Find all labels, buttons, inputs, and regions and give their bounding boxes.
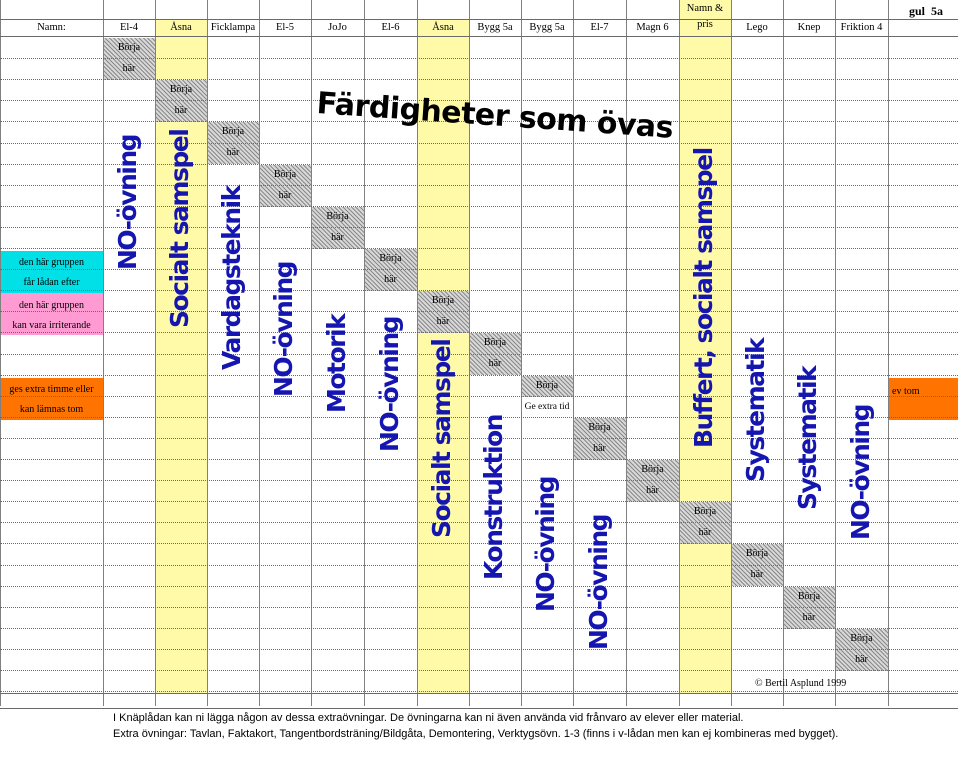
pink-note-line-2: kan vara irriterande bbox=[12, 320, 91, 331]
orange-note-line-2: kan lämnas tom bbox=[19, 404, 84, 415]
skill-label: NO-övning bbox=[846, 404, 875, 540]
grid-vline bbox=[103, 0, 104, 706]
sheet-label: gul 5a bbox=[908, 4, 943, 18]
grid-row-line bbox=[0, 185, 958, 186]
grid-vline bbox=[679, 0, 680, 706]
grid-row-line bbox=[0, 143, 958, 144]
grid-row-line bbox=[0, 670, 958, 671]
name-header: Namn: bbox=[37, 22, 66, 33]
skill-label: Systematik bbox=[741, 338, 770, 482]
column-header: Friktion 4 bbox=[840, 22, 883, 33]
grid-vline bbox=[835, 0, 836, 706]
right-note: ev tom bbox=[892, 386, 920, 397]
column-header: Namn & pris bbox=[686, 3, 724, 30]
start-label-word: Börja bbox=[169, 84, 193, 95]
start-label-word: här bbox=[174, 105, 188, 116]
footer-line-2: Extra övningar: Tavlan, Faktakort, Tangentbordsträning/Bildgåta, Demontering, Verktygsövn. 1-3 (finns i v-lådan men kan ej kombineras med bygget). bbox=[113, 728, 839, 740]
grid-row-line bbox=[0, 311, 958, 312]
column-header: Bygg 5a bbox=[477, 22, 513, 33]
cyan-note-line-1: den här gruppen bbox=[19, 257, 84, 268]
column-header: JoJo bbox=[328, 22, 347, 33]
grid-row-line bbox=[0, 206, 958, 207]
start-label-word: här bbox=[488, 358, 502, 369]
skill-label: Konstruktion bbox=[479, 415, 508, 580]
skill-label: NO-övning bbox=[531, 476, 560, 612]
column-header: El-4 bbox=[119, 22, 139, 33]
column-header: Ficklampa bbox=[210, 22, 256, 33]
cyan-note-line-2: får lådan efter bbox=[23, 277, 80, 288]
start-label-word: här bbox=[855, 654, 868, 665]
start-label-word: här bbox=[750, 569, 764, 580]
grid-row-line bbox=[0, 227, 958, 228]
start-label-word: här bbox=[384, 274, 397, 285]
start-label-word: Börja bbox=[326, 211, 349, 222]
skill-label: NO-övning bbox=[375, 316, 404, 452]
skill-label: Socialt samspel bbox=[427, 339, 456, 538]
column-header: Åsna bbox=[432, 22, 454, 33]
start-label-word: här bbox=[331, 232, 344, 243]
grid-vline bbox=[626, 0, 627, 706]
footer-line-1: I Knäplådan kan ni lägga någon av dessa extraövningar. De övningarna kan ni även använda vid frånvaro av elever eller material. bbox=[113, 712, 744, 724]
start-label-word: här bbox=[226, 147, 240, 158]
grid-bottom-line bbox=[0, 693, 958, 694]
start-label-word: Börja bbox=[273, 169, 297, 180]
start-label-word: Börja bbox=[588, 422, 611, 433]
orange-note-line-1: ges extra timme eller bbox=[9, 384, 94, 395]
grid-row-line bbox=[0, 79, 958, 80]
grid-row-line bbox=[0, 290, 958, 291]
grid-vline bbox=[311, 0, 312, 706]
column-header: El-7 bbox=[590, 22, 609, 33]
start-label-word: här bbox=[122, 63, 136, 74]
start-label-word: Börja bbox=[745, 548, 769, 559]
grid-row-line bbox=[0, 269, 958, 270]
column-header: El-6 bbox=[381, 22, 400, 33]
grid-footer-line bbox=[0, 708, 958, 709]
grid-vline bbox=[0, 0, 1, 706]
skill-label: Motorik bbox=[322, 314, 351, 413]
pink-note-line-1: den här gruppen bbox=[19, 300, 84, 311]
column-header: Magn 6 bbox=[636, 22, 669, 33]
start-label-word: här bbox=[698, 527, 712, 538]
grid-row-line bbox=[0, 628, 958, 629]
start-label-word: här bbox=[646, 485, 659, 496]
grid-row-line bbox=[0, 248, 958, 249]
start-label-word: Börja bbox=[641, 464, 664, 475]
start-label-word: här bbox=[593, 443, 606, 454]
skill-label: Socialt samspel bbox=[165, 129, 194, 328]
start-label-word: Börja bbox=[797, 591, 821, 602]
skill-label: Vardagsteknik bbox=[217, 186, 246, 370]
grid-header-bottom bbox=[0, 36, 958, 37]
start-label-word: Börja bbox=[483, 337, 507, 348]
start-label-word: Börja bbox=[221, 126, 245, 137]
grid-vline bbox=[207, 0, 208, 706]
copyright: © Bertil Asplund 1999 bbox=[755, 678, 847, 689]
column-header: Bygg 5a bbox=[529, 22, 565, 33]
skill-label: Buffert, socialt samspel bbox=[689, 148, 718, 448]
page-title: Färdigheter som övas bbox=[315, 86, 675, 146]
skill-label: NO-övning bbox=[113, 134, 142, 270]
start-label-word: Börja bbox=[850, 633, 873, 644]
grid-row-line bbox=[0, 164, 958, 165]
grid-vline bbox=[259, 0, 260, 706]
column-header: Åsna bbox=[170, 22, 192, 33]
skill-label: Systematik bbox=[793, 366, 822, 510]
column-header: El-5 bbox=[275, 22, 295, 33]
start-label-word: Börja bbox=[117, 42, 141, 53]
grid-vline bbox=[888, 0, 889, 706]
start-label-word: Börja bbox=[535, 380, 559, 391]
column-header: Knep bbox=[797, 22, 821, 33]
grid-row-line bbox=[0, 649, 958, 650]
start-label-word: Börja bbox=[693, 506, 717, 517]
skill-label: NO-övning bbox=[269, 261, 298, 397]
start-label-word: här bbox=[802, 612, 816, 623]
column-header: Lego bbox=[746, 22, 768, 33]
start-label-word: Börja bbox=[379, 253, 402, 264]
skill-label: NO-övning bbox=[584, 514, 613, 650]
start-label-word: här bbox=[278, 190, 292, 201]
start-label-word: Börja bbox=[431, 295, 455, 306]
start-label-word: här bbox=[436, 316, 450, 327]
grid-vline bbox=[731, 0, 732, 706]
start-label-extra-time: Ge extra tid bbox=[524, 402, 570, 412]
